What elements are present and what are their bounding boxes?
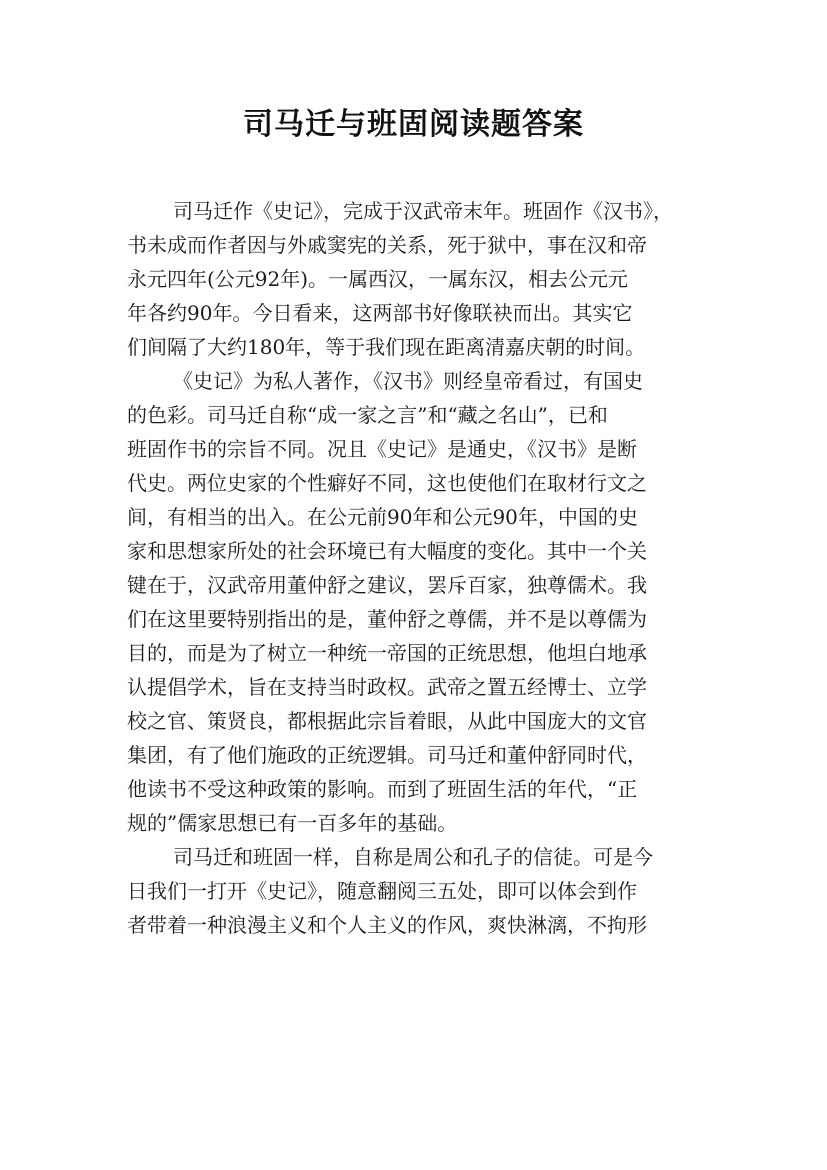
document-body <box>127 194 727 942</box>
paragraph-2-line-8: 们在这里要特别指出的是，董仲舒之尊儒，并不是以尊儒为 <box>127 607 647 631</box>
document-title: 司马迁与班固阅读题答案 <box>243 107 584 142</box>
paragraph-2-line-9: 目的，而是为了树立一种统一帝国的正统思想，他坦白地承 <box>127 641 647 665</box>
paragraph-2-line-4: 代史。两位史家的个性癖好不同，这也使他们在取材行文之 <box>127 471 647 495</box>
paragraph-2-line-3: 班固作书的宗旨不同。况且《史记》是通史，《汉书》是断 <box>127 437 637 461</box>
paragraph-2-line-1: 《史记》为私人著作，《汉书》则经皇帝看过，有国史 <box>173 369 643 393</box>
paragraph-2-line-13: 他读书不受这种政策的影响。而到了班固生活的年代，“正 <box>127 777 638 801</box>
paragraph-1-line-2: 书未成而作者因与外戚窦宪的关系，死于狱中，事在汉和帝 <box>127 233 647 257</box>
paragraph-3-line-3: 者带着一种浪漫主义和个人主义的作风，爽快淋漓，不拘形 <box>127 913 647 937</box>
paragraph-3-line-2: 日我们一打开《史记》，随意翻阅三五处，即可以体会到作 <box>127 879 637 903</box>
paragraph-2-line-2: 的色彩。司马迁自称“成一家之言”和“藏之名山”，已和 <box>127 403 608 427</box>
paragraph-2-line-5: 间，有相当的出入。在公元前90年和公元90年，中国的史 <box>127 505 638 529</box>
paragraph-3-line-1: 司马迁和班固一样，自称是周公和孔子的信徒。可是今 <box>173 845 653 869</box>
paragraph-1-line-4: 年各约90年。今日看来，这两部书好像联袂而出。其实它 <box>127 301 633 325</box>
paragraph-2-line-6: 家和思想家所处的社会环境已有大幅度的变化。其中一个关 <box>127 539 647 563</box>
paragraph-2-line-11: 校之官、策贤良，都根据此宗旨着眼，从此中国庞大的文官 <box>127 709 647 733</box>
paragraph-2-line-12: 集团，有了他们施政的正统逻辑。司马迁和董仲舒同时代， <box>127 743 647 767</box>
paragraph-1-line-3: 永元四年(公元92年)。一属西汉，一属东汉，相去公元元 <box>127 267 629 291</box>
paragraph-1-line-1: 司马迁作《史记》，完成于汉武帝末年。班固作《汉书》， <box>173 199 673 223</box>
paragraph-1-line-5: 们间隔了大约180年，等于我们现在距离清嘉庆朝的时间。 <box>127 335 646 359</box>
paragraph-2-line-14: 规的”儒家思想已有一百多年的基础。 <box>127 811 458 835</box>
paragraph-2-line-10: 认提倡学术，旨在支持当时政权。武帝之置五经博士、立学 <box>127 675 647 699</box>
paragraph-2-line-7: 键在于，汉武帝用董仲舒之建议，罢斥百家，独尊儒术。我 <box>127 573 647 597</box>
